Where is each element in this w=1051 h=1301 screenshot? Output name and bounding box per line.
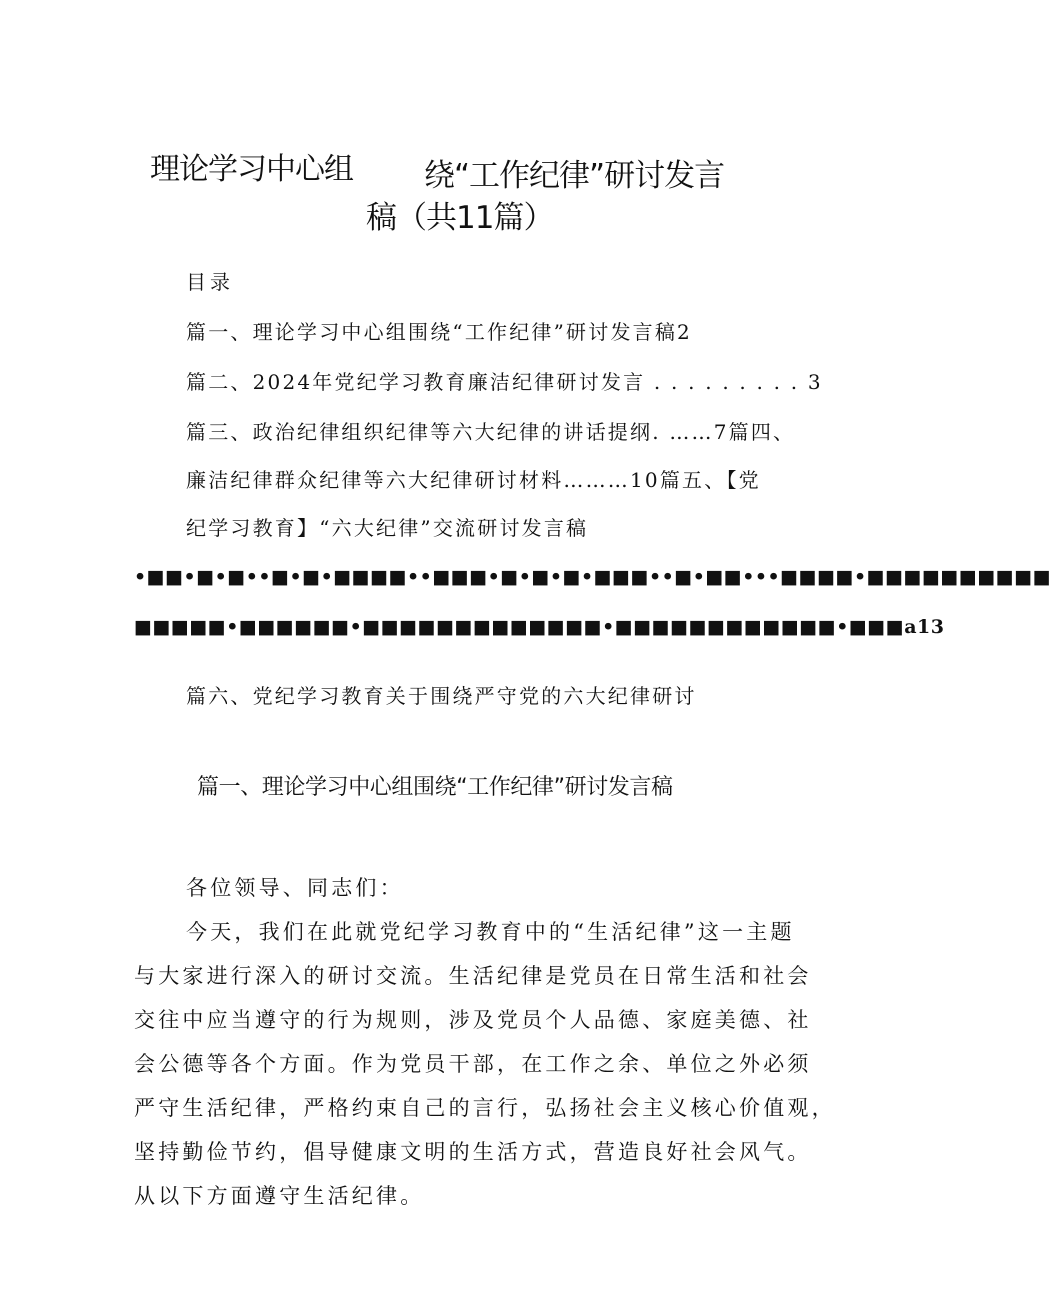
toc-line-text: 纪学习教育】“六大纪律”交流研讨发言稿	[186, 516, 589, 540]
toc-line-2	[186, 366, 823, 395]
paragraph-line: 会公德等各个方面。作为党员干部，在工作之余、单位之外必须	[134, 1052, 812, 1076]
toc-line-5	[186, 512, 588, 541]
salutation: 各位领导、同志们：	[186, 876, 404, 900]
paragraph-line: 坚持勤俭节约，倡导健康文明的生活方式，营造良好社会风气。	[134, 1140, 812, 1164]
doc-title-part-3: 稿（共11篇）	[366, 200, 554, 236]
toc-line-6	[186, 680, 697, 709]
doc-title-part-2: 绕“工作纪律”研讨发言	[424, 158, 725, 194]
toc-line-4	[186, 464, 761, 493]
paragraph-line: 从以下方面遵守生活纪律。	[134, 1184, 425, 1208]
toc-garbled-line-2: ■■■■■•■■■■■■•■■■■■■■■■■■■■•■■■■■■■■■■■■•■■■a13	[134, 616, 945, 638]
toc-line-text: 篇一、理论学习中心组围绕“工作纪律”研讨发言稿2	[186, 320, 692, 344]
toc-line-1	[186, 316, 692, 345]
paragraph-line: 今天，我们在此就党纪学习教育中的“生活纪律”这一主题	[186, 920, 795, 944]
toc-line-text: 篇二、2024年党纪学习教育廉洁纪律研讨发言 . . . . . . . . . 3	[186, 370, 823, 394]
paragraph-line: 交往中应当遵守的行为规则，涉及党员个人品德、家庭美德、社	[134, 1008, 812, 1032]
toc-garbled-line-1: •■■•■•■••■•■•■■■■••■■■•■•■•■•■■■••■•■■•••■■■■•■■■■■■■■■■	[134, 566, 1051, 588]
paragraph-line: 与大家进行深入的研讨交流。生活纪律是党员在日常生活和社会	[134, 964, 812, 988]
section-title: 篇一、理论学习中心组围绕“工作纪律”研讨发言稿	[197, 775, 673, 800]
toc-heading: 目录	[186, 270, 234, 294]
paragraph-line: 严守生活纪律，严格约束自己的言行，弘扬社会主义核心价值观，	[134, 1096, 836, 1120]
toc-line-text: 篇三、政治纪律组织纪律等六大纪律的讲话提纲. ……7篇四、	[186, 420, 796, 444]
doc-title-part-1: 理论学习中心组	[150, 152, 353, 187]
toc-line-text: 廉洁纪律群众纪律等六大纪律研讨材料………10篇五、【党	[186, 468, 761, 492]
toc-line-text: 篇六、党纪学习教育关于围绕严守党的六大纪律研讨	[186, 684, 697, 708]
toc-line-3	[186, 416, 795, 445]
